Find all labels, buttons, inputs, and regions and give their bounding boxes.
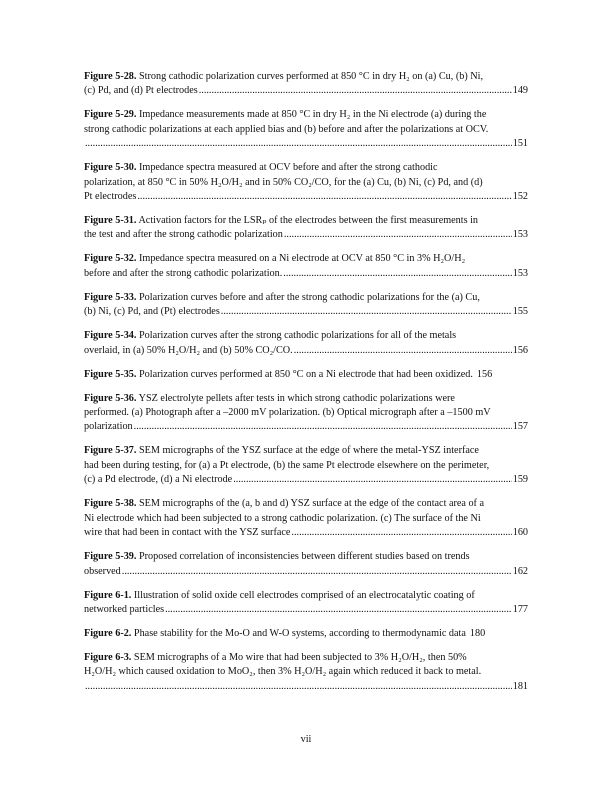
caption-text: performed. (a) Photograph after a –2000 mV polarization. (b) Optical micrograph after a –1500 mV <box>84 407 491 419</box>
figure-caption-line <box>84 665 528 679</box>
figure-page-number: 151 <box>512 138 528 150</box>
figure-leader-line <box>84 228 528 242</box>
figure-leader-line <box>84 565 528 579</box>
caption-text: H₂O/H₂ which caused oxidation to MoO₂, then 3% H₂O/H₂ again which reduced it back to metal. <box>84 666 482 678</box>
dot-leader <box>233 473 512 487</box>
dot-leader <box>165 603 512 617</box>
figure-leader-line <box>84 190 528 204</box>
figure-entry[interactable] <box>84 214 528 243</box>
figure-entry[interactable] <box>84 70 528 99</box>
figure-page-number: 181 <box>512 680 528 692</box>
figure-label: Figure 5-29. <box>84 109 137 121</box>
figure-entry[interactable] <box>84 550 528 579</box>
caption-text: YSZ electrolyte pellets after tests in which strong cathodic polarizations were <box>138 392 455 404</box>
figure-page-number: 160 <box>512 527 528 539</box>
dot-leader <box>294 344 512 358</box>
caption-text: (c) a Pd electrode, (d) a Ni electrode <box>84 474 233 486</box>
caption-text: strong cathodic polarizations at each applied bias and (b) before and after the polarizations at OCV. <box>84 123 489 135</box>
figure-entry[interactable] <box>84 368 528 382</box>
figure-entry[interactable] <box>84 651 528 694</box>
list-of-figures <box>84 70 528 704</box>
dot-leader <box>291 526 511 540</box>
figure-caption: Polarization curves performed at 850 °C on a Ni electrode that had been oxidized. <box>139 368 473 380</box>
figure-entry[interactable] <box>84 161 528 204</box>
caption-text: Illustration of solid oxide cell electrodes comprised of an electrocatalytic coating of <box>133 589 475 601</box>
figure-caption-line <box>84 406 528 420</box>
figure-leader-line <box>84 137 528 151</box>
figure-caption-line <box>84 291 528 305</box>
figure-page-number: 153 <box>512 229 528 241</box>
caption-text: Strong cathodic polarization curves performed at 850 °C in dry H₂ on (a) Cu, (b) Ni, <box>139 71 484 82</box>
caption-text: Proposed correlation of inconsistencies between different studies based on trends <box>139 551 470 563</box>
figure-caption-line <box>84 252 528 266</box>
caption-text: before and after the strong cathodic polarization. <box>84 267 283 279</box>
figure-page-number: 159 <box>512 474 528 486</box>
figure-page-number: 157 <box>512 421 528 433</box>
figure-leader-line <box>84 680 528 694</box>
dot-leader <box>134 420 512 434</box>
figure-leader-line <box>84 267 528 281</box>
figure-label: Figure 5-39. <box>84 551 137 563</box>
figure-label: Figure 5-37. <box>84 445 137 457</box>
figure-label: Figure 6-1. <box>84 589 132 601</box>
figure-label: Figure 5-28. <box>84 71 137 82</box>
figure-label: Figure 5-30. <box>84 162 137 174</box>
figure-page-number: 177 <box>512 603 528 615</box>
figure-caption: Phase stability for the Mo-O and W-O systems, according to thermodynamic data <box>133 627 466 639</box>
figure-page-number: 149 <box>512 85 528 97</box>
figure-entry[interactable] <box>84 108 528 151</box>
dot-leader <box>284 228 512 242</box>
caption-text: polarization <box>84 421 133 433</box>
figure-leader-line <box>84 473 528 487</box>
caption-text: (c) Pd, and (d) Pt electrodes <box>84 85 198 97</box>
caption-text: observed <box>84 565 121 577</box>
figure-leader-line <box>84 603 528 617</box>
figure-leader-line <box>84 84 528 98</box>
dot-leader <box>283 267 511 281</box>
figure-caption-line <box>84 550 528 564</box>
figure-page-number: 156 <box>476 368 493 380</box>
caption-text: had been during testing, for (a) a Pt electrode, (b) the same Pt electrode elsewhere on the perimeter, <box>84 459 490 471</box>
dot-leader <box>199 84 512 98</box>
figure-entry[interactable] <box>84 627 528 641</box>
caption-text: overlaid, in (a) 50% H₂O/H₂ and (b) 50% CO₂/CO. <box>84 344 293 356</box>
caption-text: Impedance spectra measured at OCV before and after the strong cathodic <box>139 162 438 174</box>
figure-label: Figure 5-38. <box>84 498 137 510</box>
figure-label: Figure 5-33. <box>84 291 137 303</box>
caption-text: Activation factors for the LSRₚ of the electrodes between the first measurements in <box>138 215 479 227</box>
figure-entry[interactable] <box>84 329 528 358</box>
figure-caption-line <box>84 459 528 473</box>
figure-caption-line <box>84 108 528 122</box>
caption-text: the test and after the strong cathodic polarization <box>84 229 283 241</box>
figure-label: Figure 6-2. <box>84 627 132 639</box>
figure-entry[interactable] <box>84 589 528 618</box>
dot-leader <box>137 190 511 204</box>
figure-entry[interactable] <box>84 252 528 281</box>
caption-text: networked particles <box>84 603 165 615</box>
caption-text: SEM micrographs of a Mo wire that had been subjected to 3% H₂O/H₂, then 50% <box>133 651 467 663</box>
page-number: vii <box>300 734 312 745</box>
dot-leader <box>85 137 512 151</box>
figure-entry[interactable] <box>84 497 528 540</box>
caption-text: Ni electrode which had been subjected to a strong cathodic polarization. (c) The surface of the Ni <box>84 512 481 524</box>
figure-page-number: 156 <box>512 344 528 356</box>
figure-caption-line <box>84 176 528 190</box>
figure-caption-line <box>84 214 528 228</box>
figure-caption-line <box>84 444 528 458</box>
figure-leader-line <box>84 344 528 358</box>
figure-page-number: 162 <box>512 565 528 577</box>
caption-text: Impedance spectra measured on a Ni electrode at OCV at 850 °C in 3% H₂O/H₂ <box>139 253 466 265</box>
figure-caption-line <box>84 392 528 406</box>
figure-caption-line <box>84 161 528 175</box>
figure-caption-line <box>84 497 528 511</box>
caption-text: Pt electrodes <box>84 191 137 203</box>
figure-caption-line <box>84 329 528 343</box>
caption-text: (b) Ni, (c) Pd, and (Pt) electrodes <box>84 306 220 318</box>
figure-leader-line <box>84 526 528 540</box>
caption-text: polarization, at 850 °C in 50% H₂O/H₂ and in 50% CO₂/CO, for the (a) Cu, (b) Ni, (c) Pd, and (d) <box>84 176 483 188</box>
figure-caption-line <box>84 651 528 665</box>
figure-label: Figure 5-34. <box>84 330 137 342</box>
figure-label: Figure 5-31. <box>84 215 137 227</box>
figure-entry[interactable] <box>84 392 528 435</box>
caption-text: SEM micrographs of the YSZ surface at the edge of where the metal-YSZ interface <box>139 445 479 457</box>
figure-label: Figure 5-32. <box>84 253 137 265</box>
figure-page-number: 155 <box>512 306 528 318</box>
figure-caption-line <box>84 589 528 603</box>
figure-entry[interactable] <box>84 444 528 487</box>
figure-entry[interactable] <box>84 291 528 320</box>
figure-label: Figure 6-3. <box>84 651 132 663</box>
figure-caption-line <box>84 70 528 84</box>
figure-caption-line <box>84 123 528 137</box>
caption-text: wire that had been in contact with the YSZ surface <box>84 527 291 539</box>
dot-leader <box>122 565 512 579</box>
figure-label: Figure 5-36. <box>84 392 137 404</box>
figure-label: Figure 5-35. <box>84 368 137 380</box>
caption-text: SEM micrographs of the (a, b and d) YSZ surface at the edge of the contact area of a <box>139 498 485 510</box>
dot-leader <box>85 680 512 694</box>
dot-leader <box>221 305 512 319</box>
caption-text: Polarization curves before and after the strong cathodic polarizations for the (a) Cu, <box>139 291 480 303</box>
figure-page-number: 180 <box>469 627 486 639</box>
caption-text: Impedance measurements made at 850 °C in dry H₂ in the Ni electrode (a) during the <box>139 109 487 121</box>
figure-leader-line <box>84 305 528 319</box>
figure-caption-line <box>84 512 528 526</box>
figure-page-number: 153 <box>512 267 528 279</box>
figure-page-number: 152 <box>512 191 528 203</box>
figure-leader-line <box>84 420 528 434</box>
caption-text: Polarization curves after the strong cathodic polarizations for all of the metals <box>139 330 457 342</box>
